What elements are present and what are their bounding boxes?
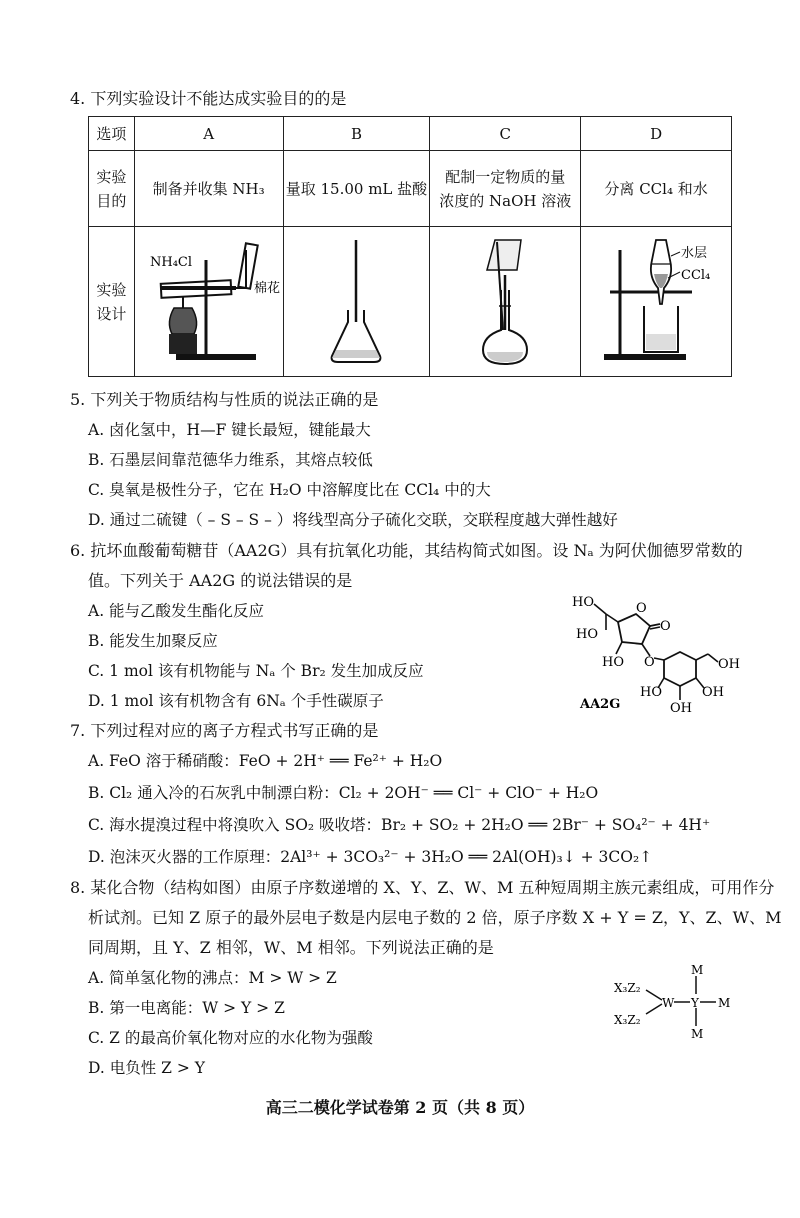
q4-design-row xyxy=(89,227,732,377)
q6-stem-line2: 值。下列关于 AA2G 的说法错误的是 xyxy=(88,571,353,590)
q7-stem: 7. 下列过程对应的离子方程式书写正确的是 xyxy=(70,721,379,740)
q4-purpose-label-2: 目的 xyxy=(96,191,127,210)
q4-design-a xyxy=(134,227,283,377)
q4-design-label-1: 实验 xyxy=(96,280,127,299)
q8-option-a: A. 简单氢化物的沸点：M > W > Z xyxy=(88,969,337,987)
q6-option-b: B. 能发生加聚反应 xyxy=(88,632,218,650)
q4-table-header-row xyxy=(89,117,732,151)
q8-stem-line2: 析试剂。已知 Z 原子的最外层电子数是内层电子数的 2 倍，原子序数 X + Y = Z，Y、Z、W、M xyxy=(88,908,782,927)
q8-stem-line3: 同周期，且 Y、Z 相邻，W、M 相邻。下列说法正确的是 xyxy=(88,938,494,957)
q6-option-d: D. 1 mol 该有机物含有 6Nₐ 个手性碳原子 xyxy=(88,692,384,710)
q8-x3z2-top: X₃Z₂ xyxy=(614,981,641,995)
q5-option-b: B. 石墨层间靠范德华力维系，其熔点较低 xyxy=(88,451,373,469)
q8-option-d: D. 电负性 Z > Y xyxy=(88,1059,205,1077)
aa2g-oh-bottom-right: OH xyxy=(702,685,724,700)
q4-purpose-label xyxy=(89,151,135,227)
q7-option-a: A. FeO 溶于稀硝酸：FeO + 2H⁺ ══ Fe²⁺ + H₂O xyxy=(88,752,443,770)
q8-structure-figure xyxy=(612,962,742,1042)
q4-purpose-c-2: 浓度的 NaOH 溶液 xyxy=(439,191,572,210)
q6-stem-line1: 6. 抗坏血酸葡萄糖苷（AA2G）具有抗氧化功能，其结构简式如图。设 Nₐ 为阿伏伽德罗常数的 xyxy=(70,541,743,560)
q4-table xyxy=(88,116,732,377)
q5-stem: 5. 下列关于物质结构与性质的说法正确的是 xyxy=(70,390,379,409)
q4-th-c: C xyxy=(430,117,581,151)
q4-design-d xyxy=(581,227,732,377)
aa2g-carbonyl-o: O xyxy=(660,619,671,634)
q8-m-top: M xyxy=(691,963,704,977)
aa2g-structure-figure xyxy=(568,596,748,716)
q8-m-right: M xyxy=(718,996,731,1010)
q4-stem: 4. 下列实验设计不能达成实验目的的是 xyxy=(70,89,347,108)
aa2g-ho-top: HO xyxy=(572,596,594,610)
aa2g-ho-left: HO xyxy=(576,627,598,642)
q8-x3z2-bottom: X₃Z₂ xyxy=(614,1013,641,1027)
q4-design-label xyxy=(89,227,135,377)
separatory-funnel-figure xyxy=(582,230,730,370)
cotton-label: 棉花 xyxy=(253,280,280,296)
q6-option-a: A. 能与乙酸发生酯化反应 xyxy=(88,602,265,620)
q4-purpose-c-1: 配制一定物质的量 xyxy=(445,167,566,186)
flask-pipette-figure xyxy=(284,230,428,370)
q4-purpose-b: 量取 15.00 mL 盐酸 xyxy=(283,151,430,227)
q7-option-d: D. 泡沫灭火器的工作原理：2Al³⁺ + 3CO₃²⁻ + 3H₂O ══ 2Al(OH)₃↓ + 3CO₂↑ xyxy=(88,848,653,866)
q4-purpose-c xyxy=(430,151,581,227)
volumetric-flask-figure xyxy=(431,230,579,370)
aa2g-ho-enol: HO xyxy=(602,655,624,670)
aa2g-name-label: AA2G xyxy=(580,697,621,712)
q7-option-b: B. Cl₂ 通入冷的石灰乳中制漂白粉：Cl₂ + 2OH⁻ ══ Cl⁻ + ClO⁻ + H₂O xyxy=(88,784,599,802)
q5-option-a: A. 卤化氢中，H—F 键长最短，键能最大 xyxy=(88,421,371,439)
q8-m-bottom: M xyxy=(691,1027,704,1041)
q4-th-d: D xyxy=(581,117,732,151)
q4-purpose-label-1: 实验 xyxy=(96,167,127,186)
q6-option-c: C. 1 mol 该有机物能与 Nₐ 个 Br₂ 发生加成反应 xyxy=(88,662,424,680)
aa2g-oh-bottom: OH xyxy=(670,701,692,716)
q8-option-b: B. 第一电离能：W > Y > Z xyxy=(88,999,285,1017)
aa2g-glyco-o: O xyxy=(644,655,655,670)
q8-y-atom: Y xyxy=(691,996,699,1010)
q8-w-atom: W xyxy=(662,996,675,1010)
q5-option-c: C. 臭氧是极性分子，它在 H₂O 中溶解度比在 CCl₄ 中的大 xyxy=(88,481,491,499)
aa2g-ring-o: O xyxy=(636,601,647,616)
q4-design-label-2: 设计 xyxy=(96,304,127,323)
q4-purpose-d: 分离 CCl₄ 和水 xyxy=(581,151,732,227)
q8-option-c: C. Z 的最高价氧化物对应的水化物为强酸 xyxy=(88,1029,373,1047)
ccl4-label: CCl₄ xyxy=(681,267,711,283)
q4-th-b: B xyxy=(283,117,430,151)
q4-design-c xyxy=(430,227,581,377)
q8-stem-line1: 8. 某化合物（结构如图）由原子序数递增的 X、Y、Z、W、M 五种短周期主族元素组成，可用作分 xyxy=(70,878,775,897)
aa2g-ho-bottom-left: HO xyxy=(640,685,662,700)
q7-option-c: C. 海水提溴过程中将溴吹入 SO₂ 吸收塔：Br₂ + SO₂ + 2H₂O ══ 2Br⁻ + SO₄²⁻ + 4H⁺ xyxy=(88,816,711,834)
q4-th-option: 选项 xyxy=(89,117,135,151)
q5-option-d: D. 通过二硫键（ – S – S – ）将线型高分子硫化交联，交联程度越大弹性越好 xyxy=(88,511,618,529)
q4-th-a: A xyxy=(134,117,283,151)
aa2g-oh-right: OH xyxy=(718,657,740,672)
ammonia-apparatus-figure xyxy=(136,230,282,370)
page-footer: 高三二模化学试卷第 2 页（共 8 页） xyxy=(265,1098,535,1117)
water-layer-label: 水层 xyxy=(681,245,708,261)
q4-purpose-a: 制备并收集 NH₃ xyxy=(134,151,283,227)
nh4cl-label: NH₄Cl xyxy=(149,254,192,270)
q4-purpose-row xyxy=(89,151,732,227)
q4-design-b xyxy=(283,227,430,377)
